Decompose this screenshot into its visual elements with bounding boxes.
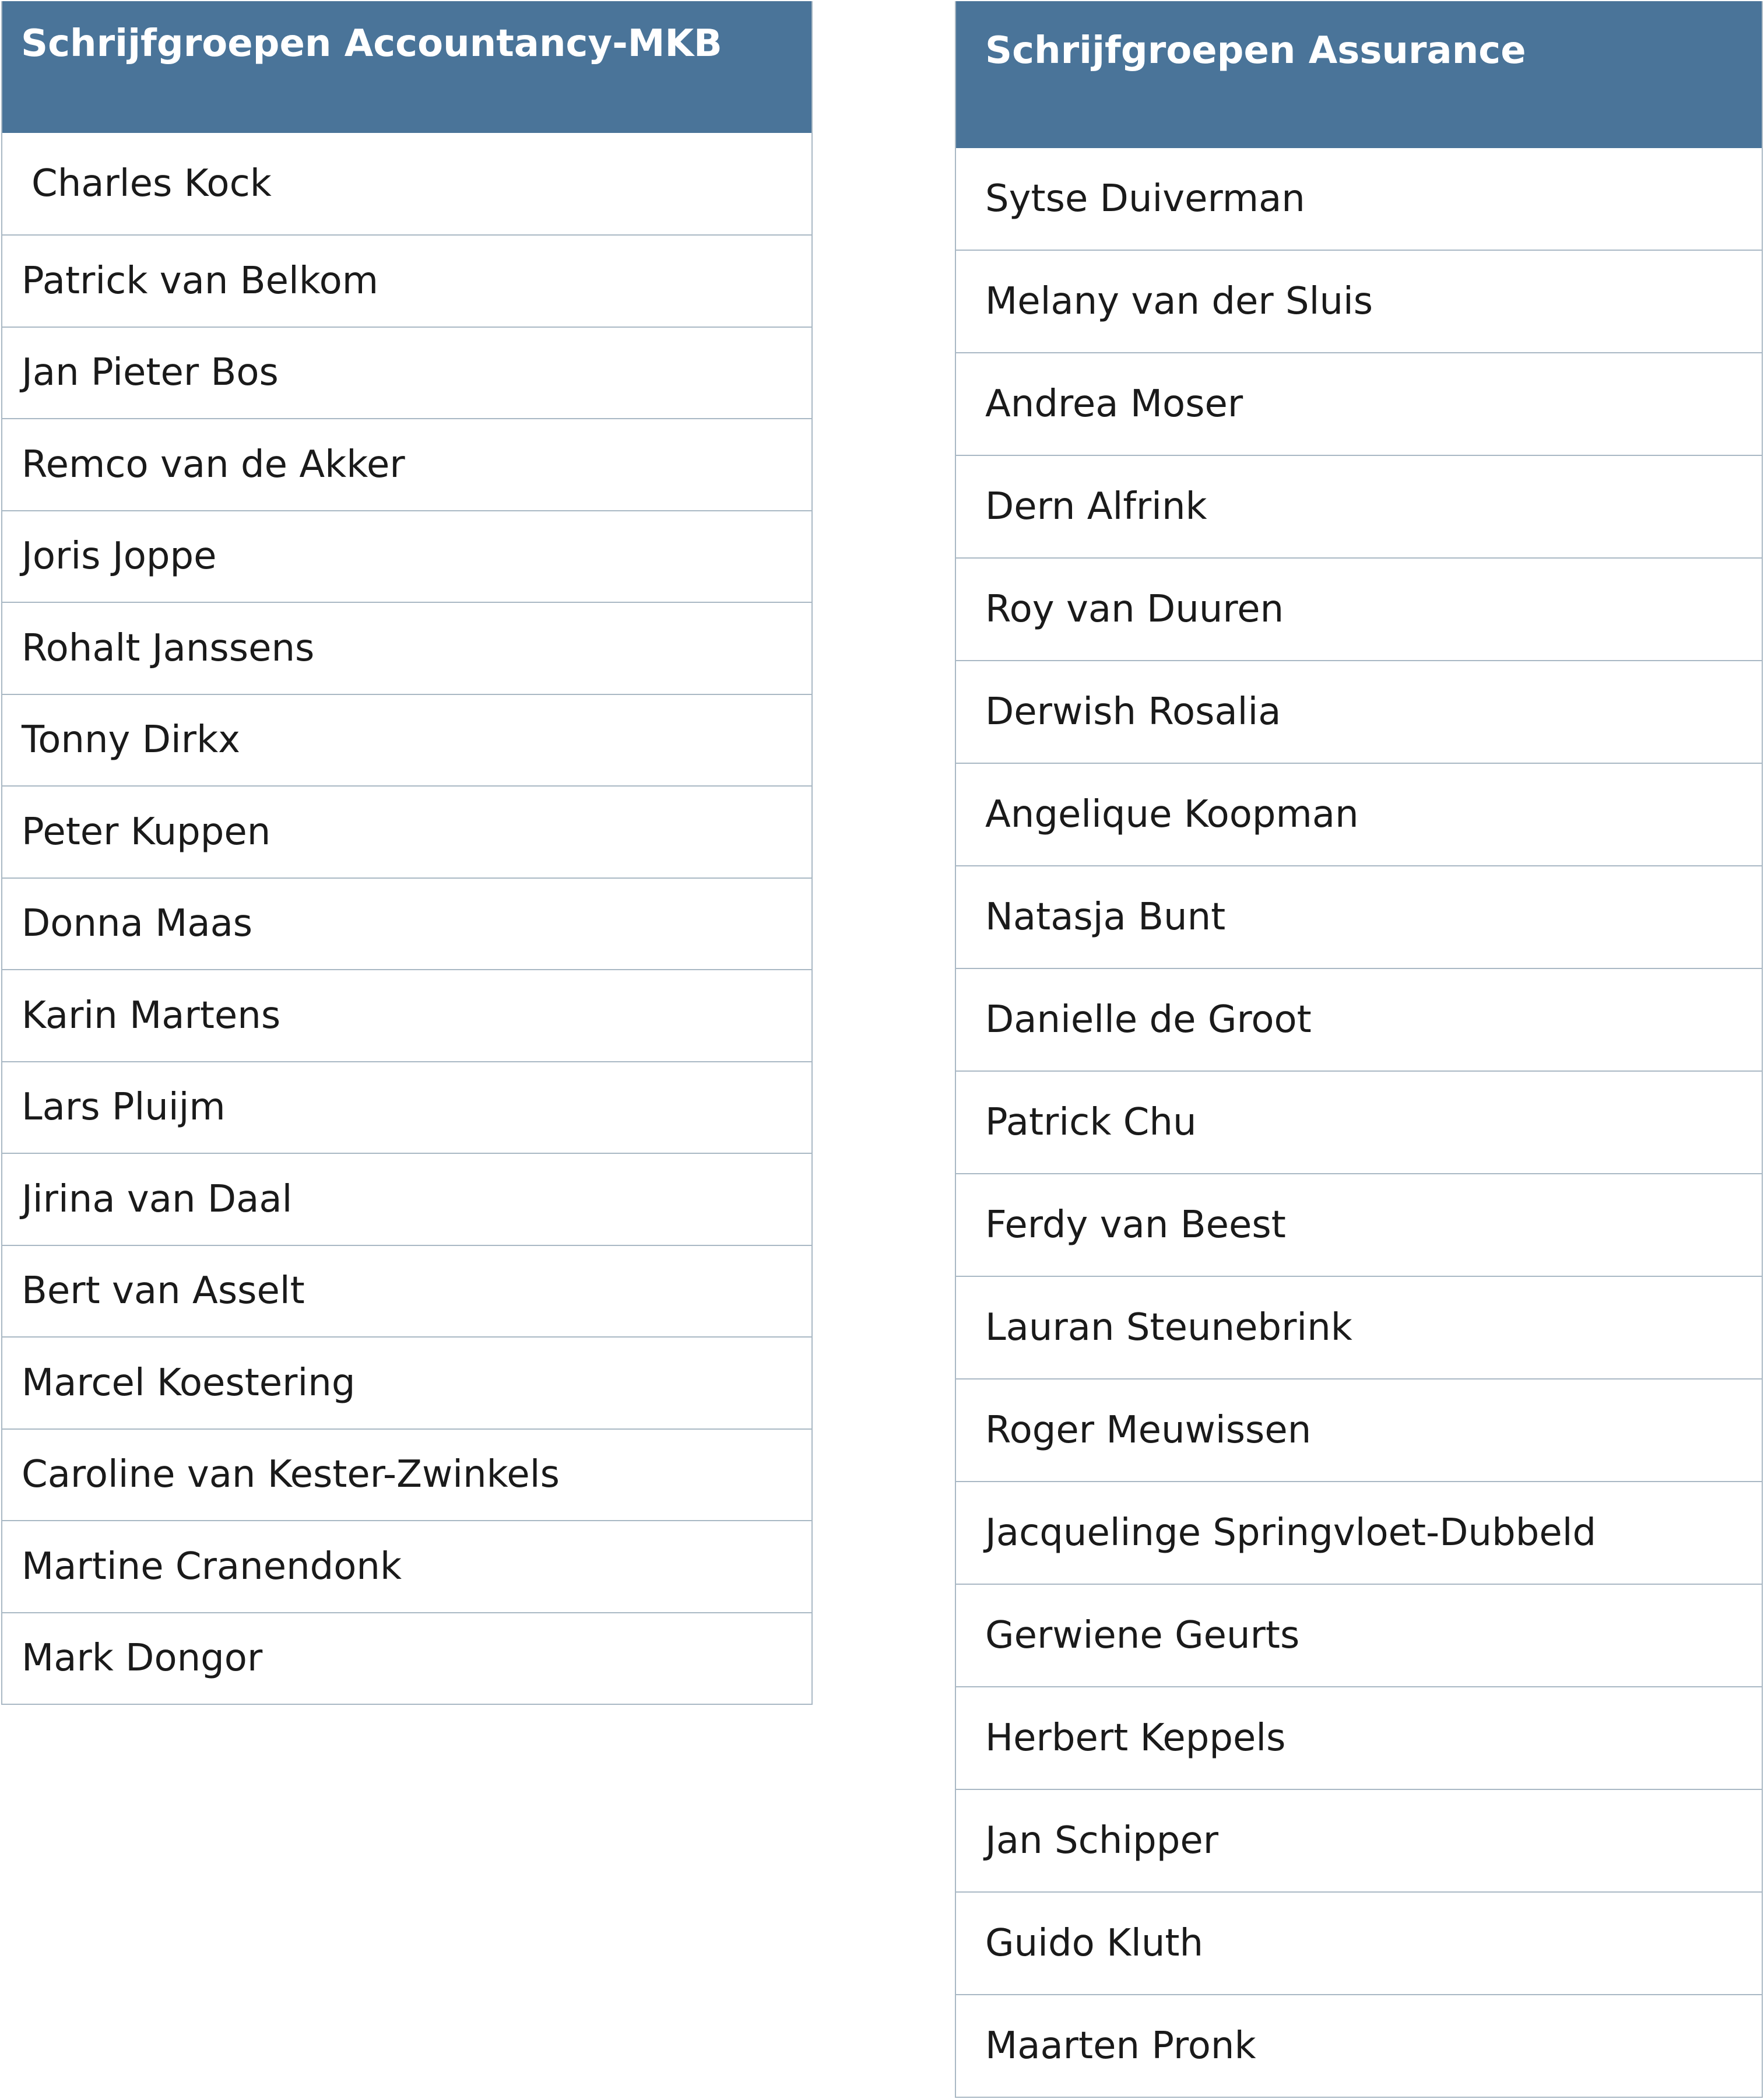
member-name: Lars Pluijm [22,1086,226,1129]
member-name: Derwish Rosalia [985,690,1281,733]
member-row [956,661,1762,764]
member-name: Jan Pieter Bos [22,351,279,395]
assurance-table [955,1,1763,2098]
member-row [956,764,1762,866]
member-row [956,1687,1762,1790]
member-row [2,879,811,971]
member-row [956,1893,1762,1995]
member-name: Patrick Chu [985,1101,1197,1144]
member-row [2,1613,811,1705]
member-name: Joris Joppe [22,535,217,578]
assurance-table-header: Schrijfgroepen Assurance [956,1,1762,148]
member-row [956,456,1762,559]
member-row [956,1072,1762,1174]
member-row [2,1154,811,1246]
member-name: Patrick van Belkom [22,259,379,303]
member-name: Caroline van Kester-Zwinkels [22,1453,560,1497]
member-name: Jan Schipper [985,1819,1219,1862]
assurance-member-list [956,148,1762,2098]
member-row [956,1790,1762,1893]
accountancy-table-header: Schrijfgroepen Accountancy-MKB [2,1,811,133]
member-row [2,511,811,603]
member-name: Sytse Duiverman [985,177,1305,220]
member-name: Ferdy van Beest [985,1203,1286,1247]
member-row [2,1521,811,1613]
member-name: Lauran Steunebrink [985,1306,1352,1349]
member-row [956,148,1762,251]
member-name: Jacquelinge Springvloet-Dubbeld [985,1511,1597,1554]
member-name: Herbert Keppels [985,1717,1286,1760]
member-name: Guido Kluth [985,1922,1204,1965]
member-name: Roger Meuwissen [985,1409,1312,1452]
member-name: Jirina van Daal [22,1177,293,1221]
member-name: Dern Alfrink [985,485,1207,528]
member-name: Roy van Duuren [985,588,1284,631]
member-name: Bert van Asselt [22,1269,305,1313]
member-name: Maarten Pronk [985,2024,1256,2068]
member-name: Angelique Koopman [985,793,1359,836]
member-row [2,1246,811,1338]
member-name: Tonny Dirkx [22,718,241,762]
member-row [956,1380,1762,1482]
member-row [2,1062,811,1154]
member-row [2,1430,811,1522]
member-row [2,603,811,695]
member-name: Donna Maas [22,902,253,946]
member-row [956,559,1762,661]
member-name: Melany van der Sluis [985,280,1373,323]
member-name: Peter Kuppen [22,810,271,854]
member-row [956,1995,1762,2098]
member-row [2,133,811,236]
member-row [2,970,811,1062]
member-row [956,866,1762,969]
member-name: Martine Cranendonk [22,1545,402,1588]
member-row [956,1277,1762,1380]
member-row [2,419,811,511]
member-row [956,1174,1762,1277]
member-row [956,1585,1762,1687]
member-row [2,787,811,879]
member-row [956,353,1762,456]
member-name: Natasja Bunt [985,896,1226,939]
member-row [2,695,811,787]
member-name: Andrea Moser [985,382,1243,426]
accountancy-table [1,1,813,1705]
member-name: Mark Dongor [22,1637,263,1680]
member-name: Remco van de Akker [22,443,405,486]
member-row [2,328,811,420]
member-name: Danielle de Groot [985,998,1312,1041]
member-row [956,969,1762,1072]
member-name: Rohalt Janssens [22,626,315,670]
member-name: Gerwiene Geurts [985,1614,1300,1657]
member-name: Marcel Koestering [22,1361,356,1405]
member-name: Karin Martens [22,994,281,1037]
member-row [956,1482,1762,1585]
member-row [956,251,1762,353]
member-row [2,236,811,328]
accountancy-member-list [2,133,811,1705]
member-name: Charles Kock [31,162,272,205]
member-row [2,1338,811,1430]
